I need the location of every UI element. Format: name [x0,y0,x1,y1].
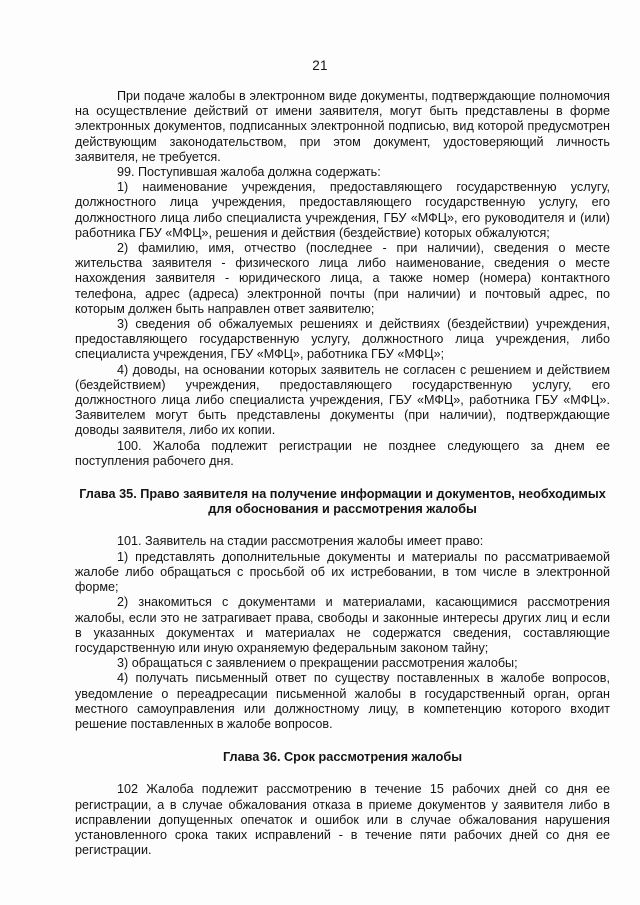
paragraph: 4) получать письменный ответ по существу поставленных в жалобе вопросов, уведомление о переадресации письменной жалобы в государственный орган, орган местного самоуправления или должностному лицу, в компетенцию которого входит решение поставленных в жалобе вопросов. [75,671,610,731]
paragraph: 1) представлять дополнительные документы и материалы по рассматриваемой жалобе либо обращаться с просьбой об их истребовании, в том числе в электронной форме; [75,549,610,595]
paragraph: 2) фамилию, имя, отчество (последнее - при наличии), сведения о месте жительства заявителя - физического лица либо наименование, сведения о месте нахождения заявителя - юридического лица, а также номер (номера) контактного телефона, адрес (адреса) электронной почты (при наличии) и почтовый адрес, по которым должен быть направлен ответ заявителю; [75,241,610,316]
paragraph: 101. Заявитель на стадии рассмотрения жалобы имеет право: [117,534,484,549]
paragraph: 100. Жалоба подлежит регистрации не позднее следующего за днем ее поступления рабочего дня. [75,438,610,468]
page-number: 21 [312,58,328,73]
paragraph: 3) обращаться с заявлением о прекращении рассмотрения жалобы; [117,656,518,671]
paragraph: При подаче жалобы в электронном виде документы, подтверждающие полномочия на осуществление действий от имени заявителя, могут быть представлены в форме электронных документов, подписанных электронной подписью, вид которой предусмотрен действующим законодательством, при этом документ, удостоверяющий личность заявителя, не требуется. [75,89,610,164]
paragraph: 2) знакомиться с документами и материалами, касающимися рассмотрения жалобы, если это не затрагивает права, свободы и законные интересы других лиц и если в указанных документах и материалах не содержатся сведения, составляющие государственную или иную охраняемую федеральным законом тайну; [75,595,610,655]
paragraph: 102 Жалоба подлежит рассмотрению в течение 15 рабочих дней со дня ее регистрации, а в случае обжалования отказа в приеме документов у заявителя либо в исправлении допущенных опечаток и ошибок или в случае обжалования нарушения установленного срока таких исправлений - в течение пяти рабочих дней со дня ее регистрации. [75,782,610,858]
paragraph: 4) доводы, на основании которых заявитель не согласен с решением и действием (бездействием) учреждения, предоставляющего государственную услугу, его должностного лица либо специалиста учреждения, ГБУ «МФЦ», работника ГБУ «МФЦ». Заявителем могут быть представлены документы (при наличии), подтверждающие доводы заявителя, либо их копии. [75,362,610,438]
chapter-35-title: Глава 35. Право заявителя на получение информации и документов, необходимых для обоснования и рассмотрения жалобы [79,487,606,517]
paragraph: 1) наименование учреждения, предоставляющего государственную услугу, должностного лица учреждения, предоставляющего государственную услугу, его должностного лица либо специалиста учреждения, ГБУ «МФЦ», его руководителя и (или) работника ГБУ «МФЦ», решения и действия (бездействие) которых обжалуются; [75,180,610,240]
paragraph: 3) сведения об обжалуемых решениях и действиях (бездействии) учреждения, предоставляющего государственную услугу, должностного лица учреждения, либо специалиста учреждения, ГБУ «МФЦ», работника ГБУ «МФЦ»; [75,317,610,362]
paragraph: 99. Поступившая жалоба должна содержать: [117,165,381,180]
document-body [75,86,610,858]
chapter-36-title: Глава 36. Срок рассмотрения жалобы [222,750,463,765]
